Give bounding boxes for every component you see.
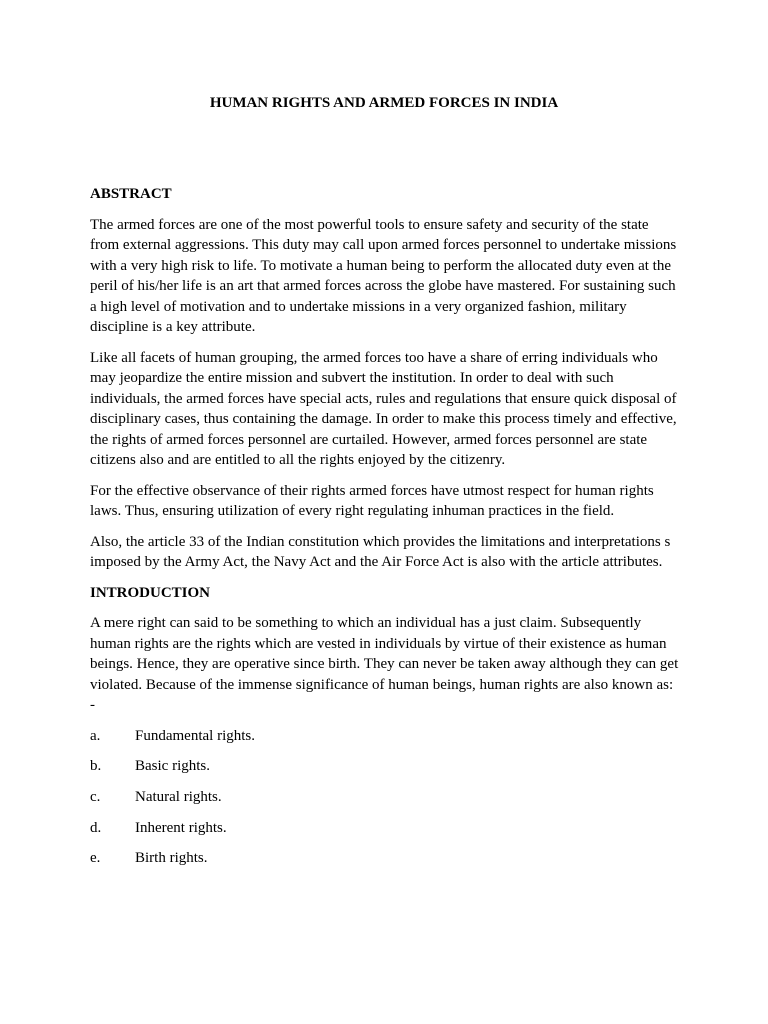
list-item	[90, 787, 680, 808]
abstract-paragraph: The armed forces are one of the most powerful tools to ensure safety and security of the state from external aggressions. This duty may call upon armed forces personnel to undertake missions with a very high risk to life. To motivate a human being to perform the allocated duty even at the peril of his/her life is an art that armed forces across the globe have mastered. For sustaining such a high level of motivation and to undertake missions in a very organized fashion, military discipline is a key attribute.	[90, 216, 677, 335]
list-item-text: Birth rights.	[135, 850, 208, 867]
abstract-paragraph: For the effective observance of their rights armed forces have utmost respect for human rights laws. Thus, ensuring utilization of every right regulating inhuman practices in the field.	[90, 482, 654, 519]
abstract-heading: ABSTRACT	[90, 186, 172, 202]
list-marker: b.	[90, 758, 102, 775]
rights-list	[90, 726, 680, 869]
list-item-text: Fundamental rights.	[135, 727, 255, 744]
list-marker: a.	[90, 727, 101, 744]
list-marker: d.	[90, 819, 102, 836]
list-marker: e.	[90, 850, 101, 867]
introduction-paragraph: A mere right can said to be something to which an individual has a just claim. Subsequently human rights are the rights which are vested in individuals by virtue of their existence as human beings. Hence, they are operative since birth. They can never be taken away although they can get violated. Because of the immense significance of human beings, human rights are also known as: -	[90, 615, 679, 713]
list-marker: c.	[90, 788, 101, 805]
document-body	[90, 184, 680, 879]
introduction-heading: INTRODUCTION	[90, 584, 211, 601]
abstract-paragraph: Like all facets of human grouping, the armed forces too have a share of erring individuals who may jeopardize the entire mission and subvert the institution. In order to deal with such individuals, the armed forces have special acts, rules and regulations that ensure quick disposal of disciplinary cases, thus containing the damage. In order to make this process timely and effective, the rights of armed forces personnel are curtailed. However, armed forces personnel are state citizens also and are entitled to all the rights enjoyed by the citizenry.	[90, 349, 677, 468]
list-item	[90, 756, 680, 777]
list-item-text: Basic rights.	[135, 758, 210, 775]
list-item-text: Inherent rights.	[135, 819, 227, 836]
document-title: HUMAN RIGHTS AND ARMED FORCES IN INDIA	[209, 95, 559, 111]
list-item	[90, 848, 680, 869]
abstract-paragraph: Also, the article 33 of the Indian constitution which provides the limitations and interpretations s imposed by the Army Act, the Navy Act and the Air Force Act is also with the article attributes.	[90, 533, 671, 570]
list-item	[90, 818, 680, 839]
list-item-text: Natural rights.	[135, 788, 222, 805]
list-item	[90, 726, 680, 747]
